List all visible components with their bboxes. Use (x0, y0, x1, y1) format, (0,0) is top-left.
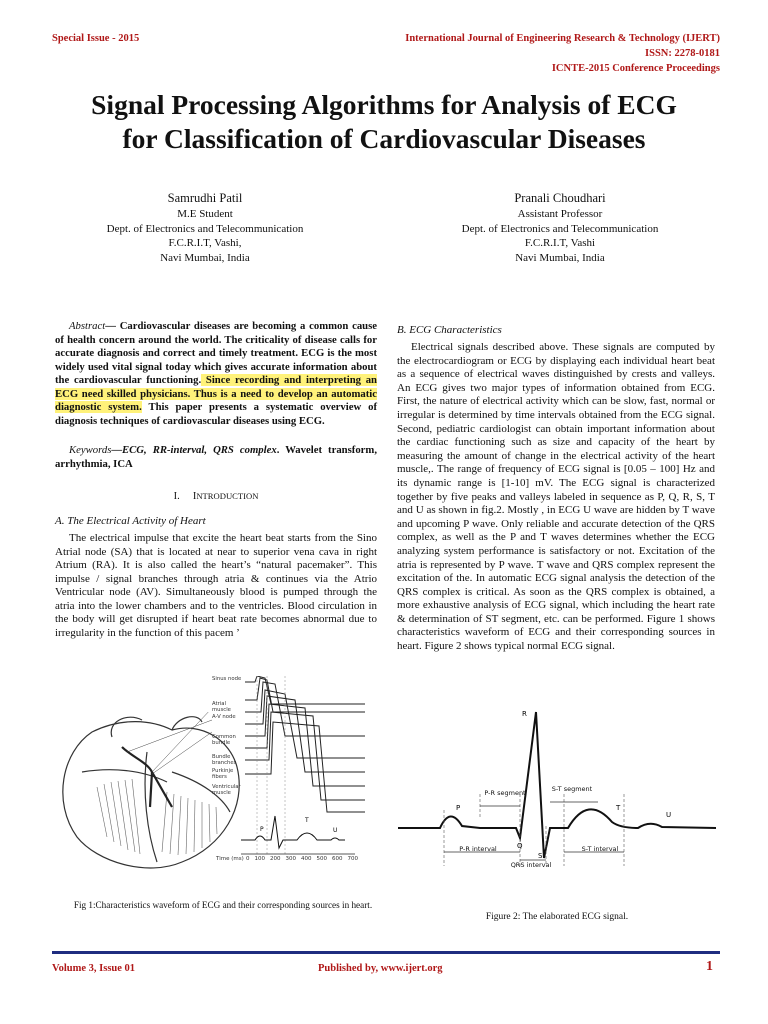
fig1-axis-ticks (246, 856, 358, 862)
abstract-highlight: Since recording and interpreting an ECG need skilled physicians. Thus is a need to develop an automatic diagnostic system. (55, 374, 378, 413)
label-common-bundle: Common bundle (212, 734, 236, 746)
paper-title (30, 88, 738, 156)
keywords-dot: . (276, 444, 286, 456)
author-role: Assistant Professor (517, 208, 603, 220)
tick: 600 (332, 856, 343, 862)
label-pr-interval: P-R interval (459, 845, 497, 853)
label-purkinje-fibers: Purkinje fibers (212, 768, 234, 780)
author-dept: Dept. of Electronics and Telecommunication (461, 222, 659, 235)
label-pr-segment: P-R segment (484, 789, 526, 797)
footer-rule (52, 951, 720, 954)
author-dept: Dept. of Electronics and Telecommunication (106, 222, 304, 235)
abstract-text: Cardiovascular diseases are becoming a common cause of health concern around the world. The criticality of disease calls for accurate diagnosis and correct and timely treatment. ECG is the most widely used vital signal today which gives accurate information about the cardiovascular functioning. (55, 320, 378, 386)
tick: 200 (270, 856, 281, 862)
keywords-label: Keywords (69, 444, 112, 456)
section-heading-introduction (55, 490, 377, 504)
section-number: I. (173, 491, 180, 502)
header-journal: International Journal of Engineering Research & Technology (IJERT) (405, 33, 720, 44)
wave-s: S (538, 852, 543, 860)
wave-t: T (616, 804, 621, 812)
wave-q: Q (517, 842, 523, 850)
wave-label-t: T (305, 817, 309, 824)
label-sinus-node: Sinus node (212, 676, 242, 682)
author-inst: F.C.R.I.T, Vashi (524, 237, 596, 250)
abstract (55, 320, 377, 428)
subsection-a-heading: A. The Electrical Activity of Heart (55, 515, 206, 527)
paragraph-ecg-characteristics: Electrical signals described above. These signals are computed by the electrocardiogram or ECG by displaying each individual heart beat as a sequence of electrical waves distinguished by crests and valleys. An ECG gives two major types of information obtained from ECG. First, the nature of electrical activity which can be slow, fast, normal or irregular is determined by time intervals obtained from the ECG signal. Second, pediatric cardiologist can obtain important information about the cardiac functioning such as size and capacity of the heart by measuring the amount of change in the electrical activity of the heart muscle,. The range of frequency of ECG signal is [0.05 – 100] Hz and its dynamic range is [1-10] mV. The ECG signal is characterized together by five peaks and valleys labeled in sequence as P, Q, R, S, T and U as shown in fig.2. Mostly , in ECG U wave are hidden by T wave and upcoming P wave. Only reliable and accurate detection of the QRS complex, as well as the P and T waves determines whether the ECG analyzing system performance is satisfactory or not. Excitation of the atria is represented by P wave. T wave and QRS complex represent the excitation of the. In automatic ECG signal analysis the detection of the QRS complex is critical. As soon as the QRS complex is obtained, a more exhaustive analysis of ECG signal, which including the heart rate & determination of ST segment, etc. can be performed. Figure 1 shows characteristics waveform of ECG and their corresponding sources in heart. Figure 2 shows typical normal ECG signal. (397, 341, 715, 653)
label-bundle-branches: Bundle branches (212, 754, 237, 766)
tick: 700 (347, 856, 358, 862)
tick: 300 (285, 856, 296, 862)
abstract-dash: — (105, 320, 120, 332)
author-city: Navi Mumbai, India (160, 251, 250, 264)
subsection-b-heading: B. ECG Characteristics (397, 324, 502, 336)
keywords (55, 444, 377, 471)
label-av-node: A-V node (212, 714, 236, 720)
author-role: M.E Student (177, 208, 233, 220)
figure-2-ecg-signal (398, 706, 718, 884)
label-ventricular-muscle: Ventricular muscle (212, 784, 241, 796)
wave-label-u: U (333, 827, 338, 834)
fig1-axis-label: Time (ms) (216, 856, 244, 862)
author-2 (440, 190, 680, 265)
wave-u: U (666, 811, 672, 819)
abstract-label: Abstract (69, 320, 106, 332)
paragraph-electrical-activity: The electrical impulse that excite the heart beat starts from the Sino Atrial node (SA) that is located at near to superior vena cava in right Atrium (RA). It is also called the heart’s “natural pacemaker”. This impulse / signal branches through atria & continues via the Atrio Ventricular node (AV). Simultaneously blood is pumped through the atria into the lower chambers and to the ventricles. Blood circulation in the body will get disrupted if heart beat rate becomes abnormal due to irregularity in the function of this pacem ’ (55, 532, 377, 639)
footer-volume: Volume 3, Issue 01 (52, 963, 136, 974)
author-name: Pranali Choudhari (514, 191, 606, 205)
header-issue: Special Issue - 2015 (52, 33, 140, 44)
tick: 500 (316, 856, 327, 862)
header-proceedings: ICNTE-2015 Conference Proceedings (551, 63, 720, 74)
figure-2-caption: Figure 2: The elaborated ECG signal. (485, 912, 629, 922)
section-rest: NTRODUCTION (196, 491, 259, 501)
label-qrs-interval: QRS interval (510, 861, 552, 869)
keywords-italic: ECG, RR-interval, QRS complex (122, 444, 277, 456)
tick: 0 (246, 856, 250, 862)
keywords-dash: — (111, 444, 123, 456)
author-1 (90, 190, 320, 265)
figure-1-caption: Fig 1:Characteristics waveform of ECG and their corresponding sources in heart. (73, 900, 373, 910)
wave-r: R (522, 710, 527, 718)
label-st-interval: S-T interval (581, 845, 619, 853)
tick: 400 (301, 856, 312, 862)
wave-label-p: P (260, 826, 264, 833)
label-st-segment: S-T segment (551, 785, 593, 793)
header-issn: ISSN: 2278-0181 (645, 48, 720, 59)
keywords-rest: Wavelet transform, arrhythmia, ICA (55, 444, 377, 470)
title-line-1: Signal Processing Algorithms for Analysis of ECG (91, 89, 677, 120)
author-city: Navi Mumbai, India (515, 251, 605, 264)
footer-publisher: Published by, www.ijert.org (318, 963, 443, 974)
wave-p: P (456, 804, 461, 812)
author-inst: F.C.R.I.T, Vashi, (168, 237, 242, 250)
title-line-2: for Classification of Cardiovascular Diseases (122, 123, 646, 154)
page-number: 1 (706, 959, 713, 974)
author-name: Samrudhi Patil (167, 191, 243, 205)
tick: 100 (254, 856, 265, 862)
abstract-text-end: This paper presents a systematic overview of diagnosis techniques of cardiovascular diseases using ECG. (55, 401, 377, 427)
section-first-letter: I (192, 491, 197, 502)
label-atrial-muscle: Atrial muscle (212, 701, 231, 713)
